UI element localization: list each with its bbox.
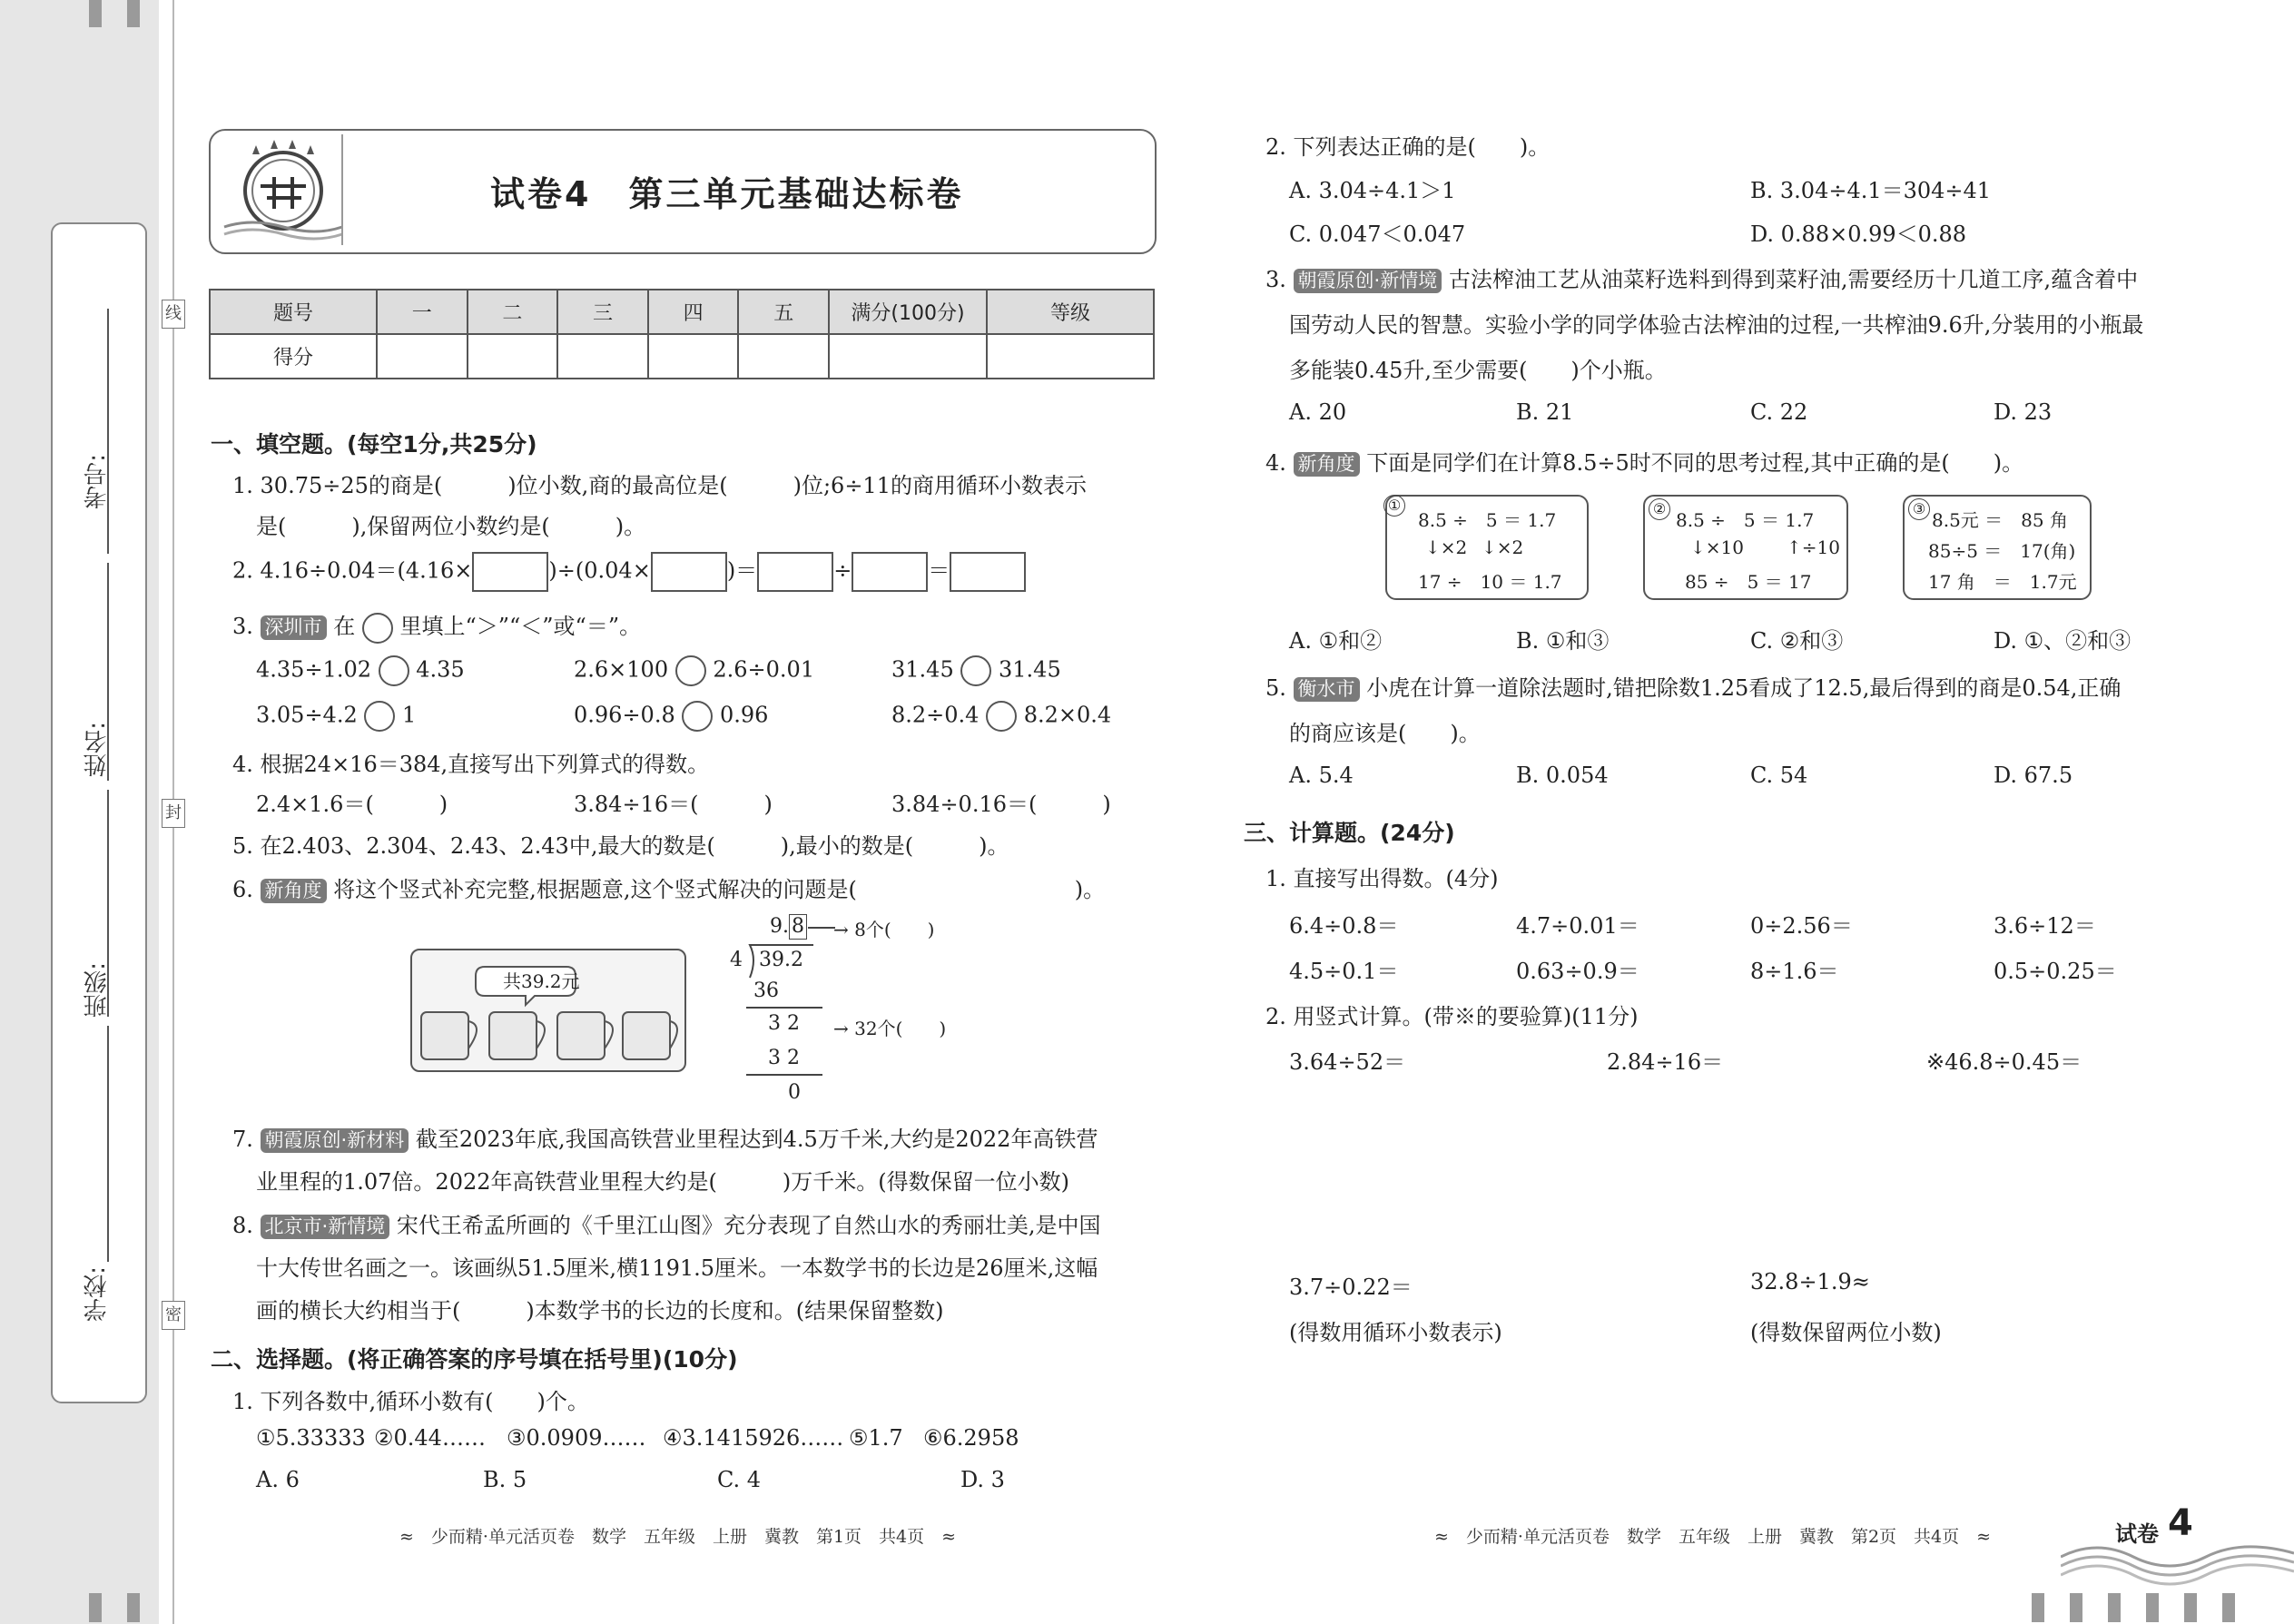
card-arrow: ↑÷10 xyxy=(1787,536,1840,558)
written-calc-item: 3.64÷52＝ xyxy=(1289,1049,1406,1075)
score-cell[interactable] xyxy=(738,334,829,379)
id-line[interactable] xyxy=(107,309,109,554)
step-line xyxy=(746,1007,822,1009)
s2-q3-line2: 国劳动人民的智慧。实验小学的同学体验古法榨油的过程,一共榨油9.6升,分装用的小瓶最 xyxy=(1289,312,2144,338)
answer-box[interactable] xyxy=(852,552,928,592)
compare-circle[interactable] xyxy=(675,655,706,686)
step-line xyxy=(746,1074,822,1076)
s2-q3-option[interactable]: D. 23 xyxy=(1994,399,2053,425)
score-header-cell: 五 xyxy=(738,290,829,334)
s2-q5-option[interactable]: A. 5.4 xyxy=(1289,763,1354,788)
calc-note: (得数用循环小数表示) xyxy=(1289,1320,1502,1345)
seal-seal: 封 xyxy=(162,799,185,828)
s2-q5-option[interactable]: D. 67.5 xyxy=(1994,763,2073,788)
score-row-label: 得分 xyxy=(210,334,377,379)
q3-text: 里填上“＞”“＜”或“＝”。 xyxy=(399,614,642,639)
s2-q5-text: 小虎在计算一道除法题时,错把除数1.25看成了12.5,最后得到的商是0.54,正确 xyxy=(1366,675,2122,701)
s2-q1-item: ⑤1.7 xyxy=(849,1425,903,1451)
q8-text: 宋代王希孟所画的《千里江山图》充分表现了自然山水的秀丽壮美,是中国 xyxy=(396,1213,1101,1238)
q2-text: )＝ xyxy=(726,557,758,584)
s2-q5-option[interactable]: B. 0.054 xyxy=(1516,763,1609,788)
q7-row xyxy=(232,1121,1098,1153)
class-label: 班级: xyxy=(84,962,111,1018)
binding-mark xyxy=(127,1593,140,1622)
q7-number: 7. xyxy=(232,1127,253,1152)
card-line: 17 ÷ 10 ＝ 1.7 xyxy=(1418,571,1562,593)
score-header-cell: 题号 xyxy=(210,290,377,334)
answer-box[interactable] xyxy=(950,552,1026,592)
s2-q1-item: ④3.1415926…… xyxy=(663,1425,844,1451)
q1-line2: 是( ),保留两位小数约是( )。 xyxy=(256,514,646,539)
score-header-cell: 三 xyxy=(557,290,648,334)
binding-mark xyxy=(2070,1593,2082,1622)
s2-q1-text: 1. 下列各数中,循环小数有( )个。 xyxy=(232,1389,589,1414)
q3-right: 0.96 xyxy=(720,702,769,728)
card-arrow: ↓×2 xyxy=(1425,536,1468,558)
compare-circle[interactable] xyxy=(364,701,395,732)
q7-text: 截至2023年底,我国高铁营业里程达到4.5万千米,大约是2022年高铁营 xyxy=(415,1127,1098,1152)
compare-circle[interactable] xyxy=(379,655,409,686)
card-number: ③ xyxy=(1908,498,1930,520)
paper-badge-label: 试卷 xyxy=(2115,1521,2159,1547)
written-calc-item: 3.7÷0.22＝ xyxy=(1289,1275,1413,1300)
s2-q3-line3: 多能装0.45升,至少需要( )个小瓶。 xyxy=(1289,358,1667,383)
card-number: ① xyxy=(1383,495,1405,517)
q5-text: 5. 在2.403、2.304、2.43、2.43中,最大的数是( ),最小的数是( )。 xyxy=(232,833,1009,859)
q2-text: 2. 4.16÷0.04＝(4.16× xyxy=(232,557,473,584)
section1-heading: 一、填空题。(每空1分,共25分) xyxy=(211,431,537,458)
card-line: 85 ÷ 5 ＝ 17 xyxy=(1685,571,1812,593)
page-title: 试卷4 第三单元基础达标卷 xyxy=(490,174,964,214)
score-header-cell: 等级 xyxy=(987,290,1154,334)
q4-item: 3.84÷0.16＝( ) xyxy=(891,792,1111,817)
quotient-box[interactable]: 8 xyxy=(789,914,807,940)
s2-q5-line2: 的商应该是( )。 xyxy=(1289,721,1481,746)
written-calc-item: 2.84÷16＝ xyxy=(1607,1049,1724,1075)
q7-line2: 业里程的1.07倍。2022年高铁营业里程大约是( )万千米。(得数保留一位小数) xyxy=(256,1169,1069,1195)
oral-calc-item: 8÷1.6＝ xyxy=(1750,959,1839,984)
s2-q1-item: ②0.44…… xyxy=(374,1425,486,1451)
s2-q4-text: 下面是同学们在计算8.5÷5时不同的思考过程,其中正确的是( )。 xyxy=(1366,450,2024,476)
card-line: 8.5 ÷ 5 ＝ 1.7 xyxy=(1676,509,1815,531)
score-cell[interactable] xyxy=(987,334,1154,379)
original-tag: 朝霞原创·新情境 xyxy=(1294,269,1442,293)
q3-right: 1 xyxy=(402,702,417,728)
q4-text: 4. 根据24×16＝384,直接写出下列算式的得数。 xyxy=(232,752,710,777)
binding-mark xyxy=(2222,1593,2235,1622)
q3-right: 2.6÷0.01 xyxy=(713,656,815,683)
long-division xyxy=(726,912,999,1112)
q3-item xyxy=(574,655,814,686)
s2-q1-option[interactable]: C. 4 xyxy=(717,1467,762,1492)
written-calc-item: 32.8÷1.9≈ xyxy=(1750,1269,1870,1294)
region-tag: 衡水市 xyxy=(1294,677,1360,702)
divisor: 4 xyxy=(730,949,743,971)
binding-mark xyxy=(2108,1593,2121,1622)
method-card-1 xyxy=(1385,495,1589,600)
written-calc-item: ※46.8÷0.45＝ xyxy=(1926,1049,2082,1075)
answer-box[interactable] xyxy=(651,552,727,592)
oral-calc-item: 0.63÷0.9＝ xyxy=(1516,959,1639,984)
s2-q1-option[interactable]: A. 6 xyxy=(256,1467,300,1492)
new-angle-tag: 新角度 xyxy=(1294,452,1360,477)
q3-left: 8.2÷0.4 xyxy=(891,702,980,728)
s3-q2-text: 2. 用竖式计算。(带※的要验算)(11分) xyxy=(1265,1004,1639,1029)
s2-q2-option[interactable]: B. 3.04÷4.1＝304÷41 xyxy=(1750,178,1992,203)
region-tag: 深圳市 xyxy=(261,615,327,640)
q6-number: 6. xyxy=(232,877,253,902)
student-info-panel xyxy=(51,222,147,1403)
seal-close: 密 xyxy=(162,1301,185,1330)
q8-line2: 十大传世名画之一。该画纵51.5厘米,横1191.5厘米。一本数学书的长边是26厘米,这幅 xyxy=(256,1255,1098,1281)
footer-right: ≈ 少而精·单元活页卷 数学 五年级 上册 冀教 第2页 共4页 ≈ xyxy=(1434,1527,1992,1547)
method-card-3 xyxy=(1903,495,2092,600)
s2-q3-option[interactable]: B. 21 xyxy=(1516,399,1574,425)
s2-q4-row xyxy=(1265,445,2023,477)
binding-mark xyxy=(2184,1593,2197,1622)
q3-item xyxy=(256,701,416,732)
oral-calc-item: 0÷2.56＝ xyxy=(1750,913,1853,939)
s2-q1-item: ⑥6.2958 xyxy=(923,1425,1019,1451)
binding-mark xyxy=(89,0,102,27)
q1-line1: 1. 30.75÷25的商是( )位小数,商的最高位是( )位;6÷11的商用循环小数表示 xyxy=(232,473,1087,498)
step-note-text: 32个( ) xyxy=(854,1018,947,1039)
dividend: 39.2 xyxy=(759,949,803,971)
original-tag: 朝霞原创·新材料 xyxy=(261,1128,409,1153)
arrow-line xyxy=(808,927,835,929)
oral-calc-item: 6.4÷0.8＝ xyxy=(1289,913,1399,939)
school-label: 学校: xyxy=(84,1266,111,1322)
q3-right: 31.45 xyxy=(999,656,1061,683)
final-remainder: 0 xyxy=(788,1081,801,1104)
score-header-cell: 二 xyxy=(468,290,558,334)
s2-q4-option[interactable]: C. ②和③ xyxy=(1750,628,1844,654)
name-label: 姓名: xyxy=(84,722,111,777)
quotient-int: 9. xyxy=(770,915,789,938)
q2-text: )÷(0.04× xyxy=(548,557,651,584)
s2-q3-option[interactable]: A. 20 xyxy=(1289,399,1347,425)
s2-q2-option[interactable]: C. 0.047＜0.047 xyxy=(1289,221,1466,247)
score-cell[interactable] xyxy=(557,334,648,379)
q3-row xyxy=(232,608,641,644)
card-arrow: ↓×2 xyxy=(1482,536,1524,558)
s2-q5-number: 5. xyxy=(1265,675,1286,701)
score-header-cell: 四 xyxy=(648,290,739,334)
compare-circle[interactable] xyxy=(682,701,713,732)
q3-item xyxy=(256,655,465,686)
new-angle-tag: 新角度 xyxy=(261,879,327,903)
q8-row xyxy=(232,1207,1101,1239)
card-line: 8.5元 ＝ 85 角 xyxy=(1932,509,2068,531)
s2-q4-option[interactable]: A. ①和② xyxy=(1289,628,1383,654)
header-divider xyxy=(341,134,343,245)
q3-left: 4.35÷1.02 xyxy=(256,656,371,683)
s2-q3-number: 3. xyxy=(1265,267,1286,292)
s2-q5-row xyxy=(1265,670,2121,702)
score-header-cell: 一 xyxy=(377,290,468,334)
score-cell[interactable] xyxy=(648,334,739,379)
calc-note: (得数保留两位小数) xyxy=(1750,1320,1942,1345)
s2-q3-option[interactable]: C. 22 xyxy=(1750,399,1808,425)
answer-box[interactable] xyxy=(472,552,548,592)
card-arrow: ↓×10 xyxy=(1690,536,1744,558)
seal-line: 线 xyxy=(162,300,185,329)
q3-left: 0.96÷0.8 xyxy=(574,702,675,728)
q8-line3: 画的横长大约相当于( )本数学书的长边的长度和。(结果保留整数) xyxy=(256,1298,944,1324)
q4-item: 2.4×1.6＝( ) xyxy=(256,792,448,817)
binding-mark xyxy=(2146,1593,2159,1622)
school-line[interactable] xyxy=(107,1026,109,1262)
s2-q3-text: 古法榨油工艺从油菜籽选料到得到菜籽油,需要经历十几道工序,蕴含着中 xyxy=(1448,267,2139,292)
q6-row xyxy=(232,871,1105,903)
s2-q1-item: ③0.0909…… xyxy=(507,1425,646,1451)
q3-left: 3.05÷4.2 xyxy=(256,702,358,728)
s2-q4-number: 4. xyxy=(1265,450,1286,476)
q4-item: 3.84÷16＝( ) xyxy=(574,792,773,817)
oral-calc-item: 0.5÷0.25＝ xyxy=(1994,959,2117,984)
score-header-cell: 满分(100分) xyxy=(829,290,987,334)
q3-item xyxy=(891,655,1061,686)
section2-heading: 二、选择题。(将正确答案的序号填在括号里)(10分) xyxy=(211,1346,738,1373)
card-number: ② xyxy=(1649,498,1670,520)
q3-right: 4.35 xyxy=(416,656,465,683)
score-cell[interactable] xyxy=(377,334,468,379)
q3-item xyxy=(574,701,768,732)
section3-heading: 三、计算题。(24分) xyxy=(1244,820,1455,846)
quotient-note-text: 8个( ) xyxy=(854,919,935,940)
s2-q2-option[interactable]: D. 0.88×0.99＜0.88 xyxy=(1750,221,1967,247)
s2-q3-row xyxy=(1265,261,2138,293)
q6-text: 将这个竖式补充完整,根据题意,这个竖式解决的问题是( )。 xyxy=(333,877,1106,902)
oral-calc-item: 4.7÷0.01＝ xyxy=(1516,913,1639,939)
q3-number: 3. xyxy=(232,614,253,639)
card-line: 85÷5 ＝ 17(角) xyxy=(1928,540,2076,562)
total-price-label: 共39.2元 xyxy=(503,970,580,992)
s2-q2-text: 2. 下列表达正确的是( )。 xyxy=(1265,134,1551,160)
score-cell[interactable] xyxy=(468,334,558,379)
s3-q1-text: 1. 直接写出得数。(4分) xyxy=(1265,866,1499,891)
answer-box[interactable] xyxy=(757,552,833,592)
quotient-note: → 8个( ) xyxy=(833,919,935,940)
s2-q1-item: ①5.33333 xyxy=(256,1425,366,1451)
step-product: 3 2 xyxy=(768,1047,800,1069)
paper-badge-number: 4 xyxy=(2168,1502,2193,1544)
binding-mark xyxy=(89,1593,102,1622)
q3-text: 在 xyxy=(333,614,356,639)
cups-picture xyxy=(410,949,686,1072)
s2-q1-option[interactable]: D. 3 xyxy=(960,1467,1005,1492)
s2-q4-option[interactable]: B. ①和③ xyxy=(1516,628,1610,654)
q8-number: 8. xyxy=(232,1213,253,1238)
s2-q1-option[interactable]: B. 5 xyxy=(483,1467,527,1492)
method-card-2 xyxy=(1643,495,1848,600)
step-product: 36 xyxy=(753,979,779,1002)
q2-text: ＝ xyxy=(928,557,950,584)
compare-circle[interactable] xyxy=(986,701,1017,732)
binding-mark xyxy=(2032,1593,2044,1622)
s2-q2-option[interactable]: A. 3.04÷4.1＞1 xyxy=(1289,178,1456,203)
binding-mark xyxy=(127,0,140,27)
card-line: 17 角 ＝ 1.7元 xyxy=(1928,571,2077,593)
q3-left: 31.45 xyxy=(891,656,954,683)
step-note: → 32个( ) xyxy=(833,1018,947,1039)
compare-circle xyxy=(362,613,393,644)
step-remainder: 3 2 xyxy=(768,1012,800,1035)
region-tag: 北京市·新情境 xyxy=(261,1215,390,1239)
compare-circle[interactable] xyxy=(960,655,991,686)
q2-row xyxy=(232,552,1026,592)
q2-text: ÷ xyxy=(833,557,852,584)
oral-calc-item: 3.6÷12＝ xyxy=(1994,913,2096,939)
q3-item xyxy=(891,701,1111,732)
oral-calc-item: 4.5÷0.1＝ xyxy=(1289,959,1399,984)
score-cell[interactable] xyxy=(829,334,987,379)
q3-right: 8.2×0.4 xyxy=(1023,702,1112,728)
footer-left: ≈ 少而精·单元活页卷 数学 五年级 上册 冀教 第1页 共4页 ≈ xyxy=(399,1527,957,1547)
score-table xyxy=(209,289,1155,379)
card-line: 8.5 ÷ 5 ＝ 1.7 xyxy=(1418,509,1557,531)
publisher-logo xyxy=(220,136,347,245)
id-label: 考号: xyxy=(84,454,111,509)
s2-q4-option[interactable]: D. ①、②和③ xyxy=(1994,628,2132,654)
s2-q5-option[interactable]: C. 54 xyxy=(1750,763,1808,788)
q3-left: 2.6×100 xyxy=(574,656,669,683)
